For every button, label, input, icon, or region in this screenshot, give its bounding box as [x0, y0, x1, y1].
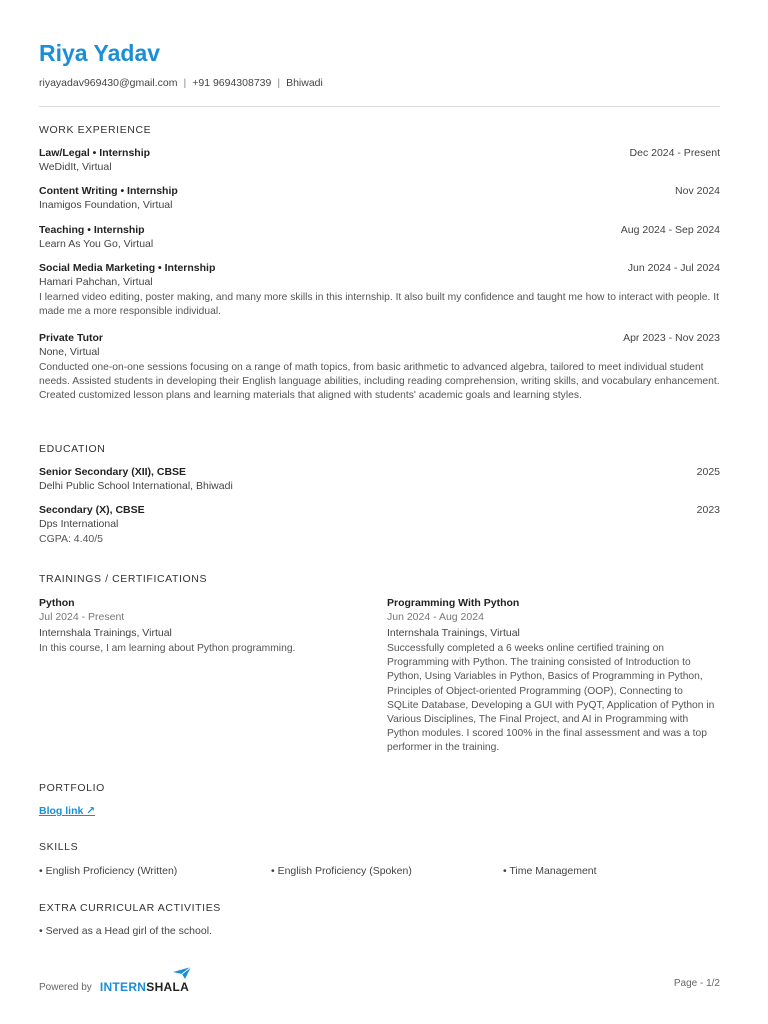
job-title: Content Writing • Internship — [39, 185, 178, 197]
skills-heading: SKILLS — [39, 841, 79, 853]
training-title: Python — [39, 597, 75, 609]
training-entry — [387, 597, 717, 756]
header-divider — [39, 106, 720, 107]
job-description: Conducted one-on-one sessions focusing on a range of math topics, from basic arithmetic to advanced algebra, tailored to meet individual student needs. Assisted students in developing their English language abilities, including reading comprehension, writing skills, and vocabulary enhancement. Created customized lesson plans and learning materials that aligned with students' academic goals and learning styles. — [39, 362, 720, 402]
location: Bhiwadi — [286, 77, 323, 89]
work-entry — [39, 224, 720, 250]
job-title: Social Media Marketing • Internship — [39, 262, 216, 274]
education-heading: EDUCATION — [39, 443, 106, 455]
internshala-logo[interactable]: INTERN SHALA — [100, 980, 189, 994]
work-entry — [39, 147, 720, 173]
page-number: Page - 1/2 — [673, 978, 720, 989]
separator: | — [277, 77, 281, 89]
job-date: Jun 2024 - Jul 2024 — [627, 262, 720, 274]
training-org: Internshala Trainings, Virtual — [39, 627, 172, 639]
job-date: Nov 2024 — [675, 185, 720, 197]
school-name: Dps International — [39, 518, 119, 530]
paper-plane-icon — [173, 967, 191, 979]
training-title: Programming With Python — [387, 597, 520, 609]
email[interactable]: riyayadav969430@gmail.com — [39, 77, 178, 89]
powered-by-label: Powered by — [39, 981, 92, 993]
education-entry — [39, 504, 720, 545]
work-entry — [39, 185, 720, 211]
separator: | — [183, 77, 187, 89]
degree-year: 2025 — [696, 466, 720, 478]
candidate-name: Riya Yadav — [39, 40, 161, 66]
training-date: Jul 2024 - Present — [39, 611, 125, 623]
training-org: Internshala Trainings, Virtual — [387, 627, 520, 639]
degree-year: 2023 — [696, 504, 720, 516]
training-date: Jun 2024 - Aug 2024 — [387, 611, 484, 623]
extracurricular-heading: EXTRA CURRICULAR ACTIVITIES — [39, 902, 221, 914]
work-entry — [39, 332, 720, 404]
bullet-icon: • — [39, 925, 46, 937]
job-title: Private Tutor — [39, 332, 103, 344]
job-org: Inamigos Foundation, Virtual — [39, 199, 173, 211]
degree-title: Senior Secondary (XII), CBSE — [39, 466, 187, 478]
training-description: In this course, I am learning about Python programming. — [39, 643, 296, 654]
job-org: None, Virtual — [39, 346, 100, 358]
work-entry — [39, 262, 720, 319]
portfolio-heading: PORTFOLIO — [39, 782, 105, 794]
school-name: Delhi Public School International, Bhiwadi — [39, 480, 233, 492]
job-date: Apr 2023 - Nov 2023 — [623, 332, 720, 344]
skill-item: • Time Management — [503, 865, 597, 877]
resume-page — [39, 0, 720, 1024]
training-entry — [39, 597, 369, 656]
job-date: Aug 2024 - Sep 2024 — [620, 224, 720, 236]
degree-title: Secondary (X), CBSE — [39, 504, 145, 516]
education-entry — [39, 466, 720, 492]
activity-item: • Served as a Head girl of the school. — [39, 925, 212, 937]
cgpa: CGPA: 4.40/5 — [39, 533, 104, 545]
trainings-heading: TRAININGS / CERTIFICATIONS — [39, 573, 208, 585]
powered-by — [39, 980, 189, 994]
job-title: Law/Legal • Internship — [39, 147, 151, 159]
job-org: Hamari Pahchan, Virtual — [39, 276, 153, 288]
blog-link[interactable]: Blog link ↗ — [39, 805, 96, 817]
work-experience-heading: WORK EXPERIENCE — [39, 124, 152, 136]
training-description: Successfully completed a 6 weeks online certified training on Programming with Python. The training consisted of Introduction to Python, Using Variables in Python, Basics of Programming in Python, Principles of Object-oriented Programming (OOP), Connecting to SQLite Database, Developing a GUI with PyQT, Application of Python in Various Disciplines, The Final Project, and AI in Programming with Python modules. I scored 100% in the final assessment and was a top performer in the training. — [387, 643, 715, 754]
contact-line — [39, 77, 323, 89]
skill-item: • English Proficiency (Written) — [39, 865, 178, 877]
skill-item: • English Proficiency (Spoken) — [271, 865, 412, 877]
job-date: Dec 2024 - Present — [629, 147, 720, 159]
job-org: Learn As You Go, Virtual — [39, 238, 154, 250]
job-org: WeDidIt, Virtual — [39, 161, 112, 173]
job-title: Teaching • Internship — [39, 224, 145, 236]
job-description: I learned video editing, poster making, and many more skills in this internship. It also built my confidence and taught me how to interact with people. It made me a more responsible individual. — [39, 292, 719, 318]
phone[interactable]: +91 9694308739 — [192, 77, 272, 89]
